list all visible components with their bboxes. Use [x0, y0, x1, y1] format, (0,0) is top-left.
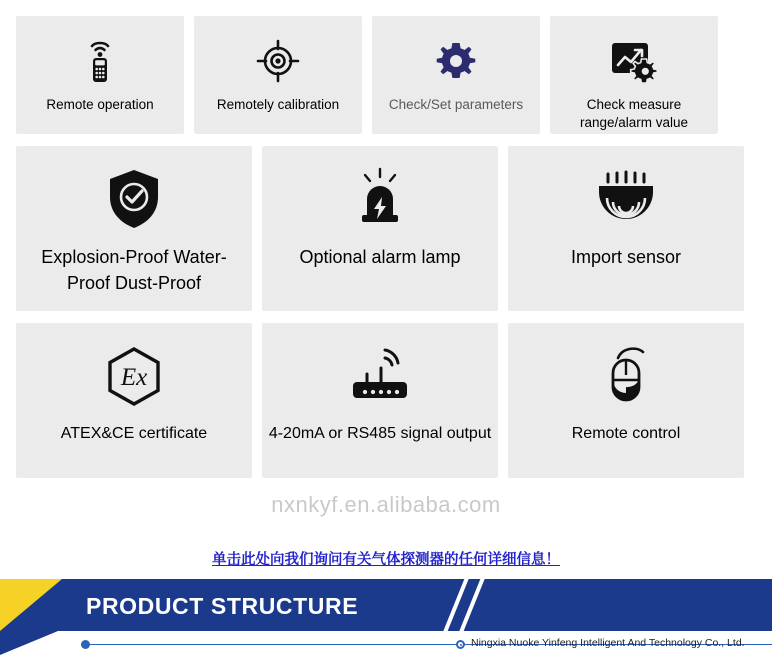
feature-label: Check/Set parameters — [388, 97, 524, 112]
inquiry-link[interactable]: 单击此处向我们询问有关气体探测器的任何详细信息！ — [212, 552, 560, 568]
watermark-text: nxnkyf.en.alibaba.com — [271, 492, 501, 517]
footer-blue-corner — [0, 631, 58, 655]
computer-mouse-icon — [596, 341, 656, 413]
banner-slash-decoration — [440, 579, 473, 631]
crosshair-target-icon — [254, 36, 302, 86]
feature-grid-row-3 — [0, 323, 772, 478]
product-feature-page — [0, 16, 772, 669]
footer-dot-right-icon — [456, 640, 465, 649]
feature-label: Optional alarm lamp — [299, 247, 461, 267]
gear-icon — [432, 36, 480, 86]
feature-card-remote-operation — [16, 16, 184, 134]
footer-company-name: Ningxia Nuoke Yinfeng Intelligent And Technology Co., Ltd. — [471, 637, 745, 649]
product-structure-banner — [0, 579, 772, 631]
feature-label: Remote control — [571, 425, 681, 442]
feature-label: Import sensor — [570, 247, 682, 267]
banner-yellow-corner — [0, 579, 62, 631]
page-footer — [0, 631, 772, 669]
feature-grid-row-1 — [0, 16, 772, 134]
feature-label: Explosion-Proof Water-Proof Dust-Proof — [41, 247, 227, 294]
feature-card-check-set-parameters — [372, 16, 540, 134]
feature-label: 4-20mA or RS485 signal output — [268, 425, 492, 442]
footer-dot-left-icon — [81, 640, 90, 649]
chart-gear-icon — [608, 36, 660, 86]
feature-label: Remote operation — [46, 97, 154, 112]
remote-signal-icon — [80, 36, 120, 86]
feature-label: Remotely calibration — [216, 97, 340, 112]
atex-ex-hexagon-icon — [103, 341, 165, 413]
feature-grid-row-2 — [0, 146, 772, 311]
feature-card-remotely-calibration — [194, 16, 362, 134]
alarm-lamp-icon — [350, 164, 410, 234]
feature-label: Check measure range/alarm value — [579, 97, 689, 130]
banner-title: PRODUCT STRUCTURE — [86, 593, 359, 619]
feature-card-atex-ce-certificate — [16, 323, 252, 478]
feature-card-remote-control — [508, 323, 744, 478]
feature-card-import-sensor — [508, 146, 744, 311]
wireless-router-icon — [345, 341, 415, 413]
shield-check-icon — [105, 164, 163, 234]
feature-card-signal-output — [262, 323, 498, 478]
feature-card-check-measure-range — [550, 16, 718, 134]
feature-card-optional-alarm-lamp — [262, 146, 498, 311]
import-sensor-icon — [593, 164, 659, 234]
svg-text:Ex: Ex — [120, 364, 148, 391]
feature-card-explosion-proof — [16, 146, 252, 311]
feature-label: ATEX&CE certificate — [60, 425, 208, 442]
